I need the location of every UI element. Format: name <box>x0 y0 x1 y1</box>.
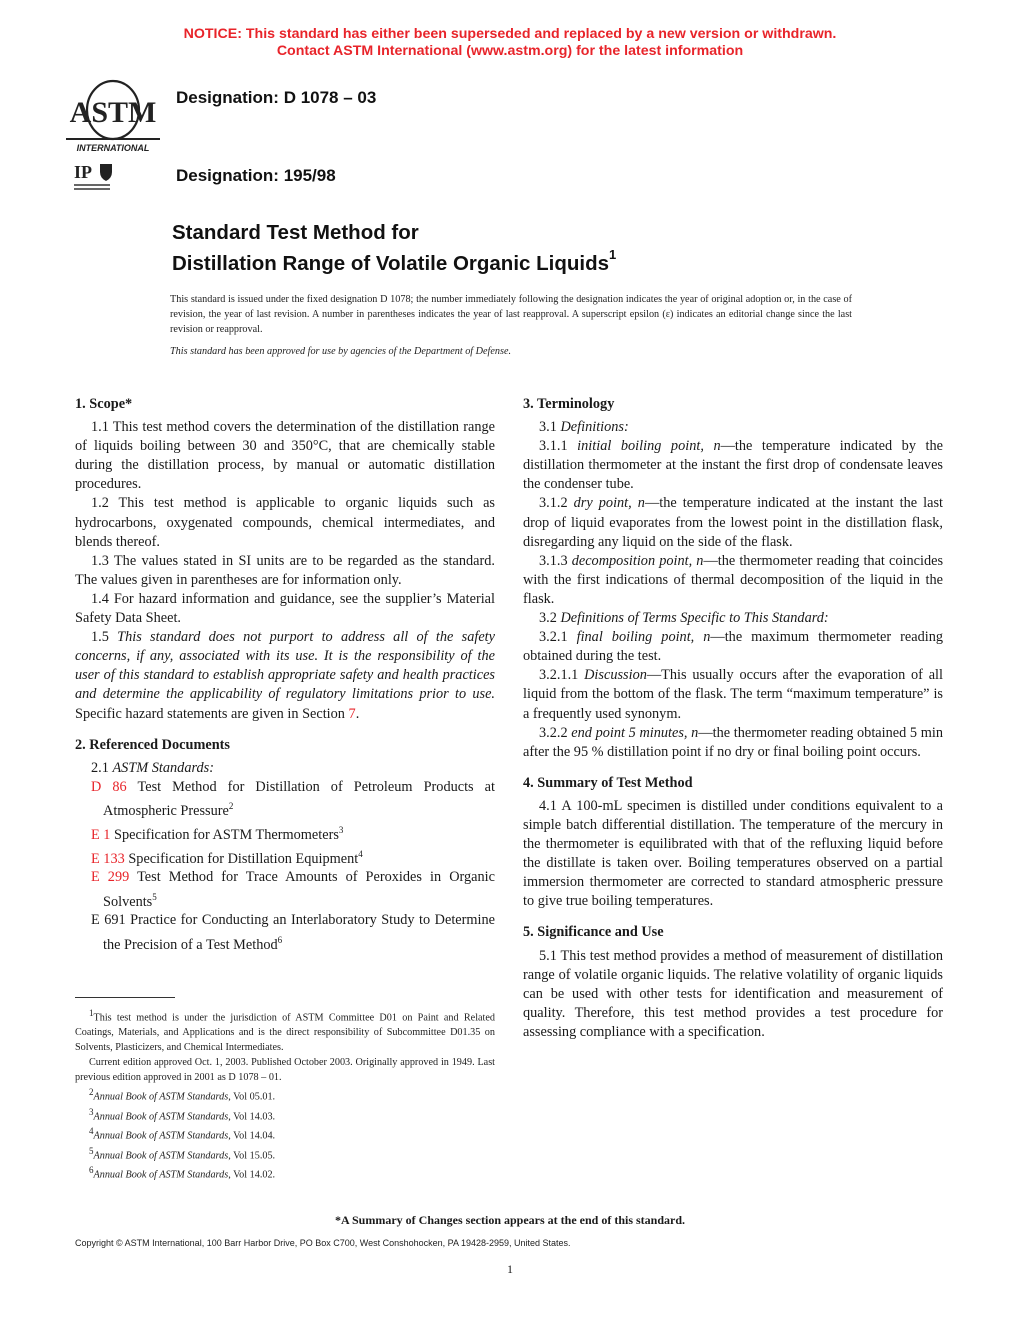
term-definition: —the thermometer reading that coincides with the first indications of thermal decomposition of the liquid in the flask. <box>523 552 944 607</box>
ip-logo-text: IP <box>74 162 92 182</box>
scope-1-5-caveat: This standard does not purport to address all of the safety concerns, if any, associated with its use. It is the responsibility of the user of this standard to establish appropriate safety and health practices and determine the applicability of regulatory limitations prior to use. <box>75 629 495 703</box>
withdrawn-notice <box>0 26 1020 60</box>
designation-astm-value: D 1078 – 03 <box>283 88 377 107</box>
title-line-2 <box>172 245 892 276</box>
term-definition: —This usually occurs after the evaporation of all liquid from the bottom of the flask. The term “maximum temperature” is a frequently used synonym. <box>523 667 943 722</box>
astm-logo <box>64 76 162 156</box>
section-terminology-heading: 3. Terminology <box>523 396 615 412</box>
scope-1-3: 1.3 The values stated in SI units are to be regarded as the standard. The values given in parentheses are for information only. <box>75 552 495 588</box>
footnote-volume: , Vol 14.02. <box>228 1169 276 1181</box>
issued-statement: This standard is issued under the fixed designation D 1078; the number immediately following the designation indicates the year of original adoption or, in the case of revision, the year of last revision. A number in parentheses indicates the year of last reapproval. A superscript epsilon (ε) indicates an editorial change since the last revision or reapproval. <box>170 294 852 335</box>
footnote-current-edition: Current edition approved Oct. 1, 2003. Published October 2003. Originally approved in 1949. Last previous edition approved in 2001 as D 1078 – 01. <box>75 1057 495 1084</box>
ref-title: Specification for Distillation Equipment <box>128 850 359 867</box>
section-scope-heading: 1. Scope* <box>75 396 133 412</box>
footnote-book: Annual Book of ASTM Standards <box>93 1111 229 1123</box>
ref-item <box>75 868 495 911</box>
term-label: Definitions of Terms Specific to This Standard: <box>560 610 829 627</box>
title-line-2-text: Distillation Range of Volatile Organic Liquids <box>172 251 609 275</box>
designation-astm <box>176 88 376 108</box>
term-3-2-2 <box>523 724 943 762</box>
footnote-mark: 2 <box>89 1087 94 1098</box>
scope-1-2: 1.2 This test method is applicable to organic liquids such as hydrocarbons, oxygenated compounds, chemical intermediates, and blends thereof. <box>75 495 495 550</box>
term-3-1 <box>523 418 943 437</box>
footnote-mark: 4 <box>89 1126 94 1137</box>
title-line-1: Standard Test Method for <box>172 221 419 244</box>
term-definition: —the thermometer reading obtained 5 min after the 95 % distillation point if no dry or final boiling point occurs. <box>523 724 943 760</box>
designation-ip-label: Designation: <box>176 166 279 185</box>
scope-1-5 <box>75 628 495 723</box>
astm-logo-text: ASTM <box>69 96 157 129</box>
ref-code-e691: E 691 <box>91 912 126 929</box>
term-num: 3.1 <box>539 419 557 436</box>
ref-footnote: 3 <box>338 824 344 835</box>
footnote-5 <box>75 1144 495 1163</box>
copyright-line: Copyright © ASTM International, 100 Barr Harbor Drive, PO Box C700, West Conshohocken, PA 19428-2959, United States. <box>75 1238 571 1248</box>
notice-line-1: NOTICE: This standard has either been superseded and replaced by a new version or withdrawn. <box>183 26 837 42</box>
ref-title: Test Method for Trace Amounts of Peroxides in Organic Solvents <box>103 869 495 910</box>
refdocs-2-1-label: ASTM Standards: <box>112 759 214 776</box>
footnote-divider <box>75 997 175 998</box>
footnote-mark: 3 <box>89 1106 94 1117</box>
term-word: initial boiling point, n <box>577 438 721 455</box>
footnote-6 <box>75 1163 495 1182</box>
term-word: Discussion <box>584 667 647 684</box>
ref-link-e1[interactable]: E 1 <box>91 826 111 843</box>
term-num: 3.2 <box>539 610 557 627</box>
footnote-volume: , Vol 14.03. <box>228 1111 276 1123</box>
ref-footnote: 4 <box>358 848 363 859</box>
footnote-volume: , Vol 14.04. <box>228 1130 276 1142</box>
ref-footnote: 5 <box>152 891 157 902</box>
page-number: 1 <box>507 1262 513 1276</box>
ref-link-d86[interactable]: D 86 <box>91 778 127 795</box>
footnote-book: Annual Book of ASTM Standards <box>93 1149 229 1161</box>
footnotes <box>75 1006 495 1182</box>
term-3-2-1-1 <box>523 666 943 723</box>
ref-item <box>75 821 495 845</box>
ref-title: Specification for ASTM Thermometers <box>114 826 339 843</box>
term-3-2 <box>523 609 943 628</box>
designation-ip-value: 195/98 <box>283 166 336 185</box>
footnote-1 <box>75 1006 495 1055</box>
document-title <box>172 220 892 276</box>
term-num: 3.2.1 <box>539 629 568 646</box>
summary-of-changes-note: *A Summary of Changes section appears at the end of this standard. <box>334 1213 686 1227</box>
footnote-mark: 5 <box>89 1145 94 1156</box>
term-num: 3.1.2 <box>539 495 568 512</box>
footnote-1-text: This test method is under the jurisdiction of ASTM Committee D01 on Paint and Related Coatings, Materials, and Applications and is the direct responsibility of Subcommittee D01.35 on Solvents, Plasticizers, and Chemical Intermediates. <box>75 1012 495 1054</box>
footnote-book: Annual Book of ASTM Standards <box>93 1091 229 1103</box>
term-num: 3.1.1 <box>539 438 568 455</box>
ref-item <box>75 911 495 954</box>
scope-1-4: 1.4 For hazard information and guidance, see the supplier’s Material Safety Data Sheet. <box>75 590 495 627</box>
footnote-2 <box>75 1085 495 1104</box>
footnote-3 <box>75 1105 495 1124</box>
designation-astm-label: Designation: <box>176 88 279 107</box>
ref-item <box>75 778 495 821</box>
scope-1-5-tail: Specific hazard statements are given in Section <box>75 705 345 722</box>
designation-ip <box>176 166 336 186</box>
scope-1-5-end: . <box>355 705 360 722</box>
ref-footnote: 2 <box>228 800 234 811</box>
section-significance-heading: 5. Significance and Use <box>523 924 664 941</box>
term-3-1-1 <box>523 437 943 494</box>
ref-title: Test Method for Distillation of Petroleum Products at Atmospheric Pressure <box>103 778 495 819</box>
scope-1-5-num: 1.5 <box>91 629 109 646</box>
term-definition: —the temperature indicated at the instant the last drop of liquid evaporates from the lowest point in the distillation flask, disregarding any liquid on the side of the flask. <box>523 495 943 550</box>
ref-footnote: 6 <box>277 934 283 945</box>
astm-logo-subtext: INTERNATIONAL <box>76 143 150 153</box>
section-summary-heading: 4. Summary of Test Method <box>523 774 693 791</box>
term-definition: —the maximum thermometer reading obtained during the test. <box>523 629 944 665</box>
term-3-1-3 <box>523 552 943 609</box>
footnote-mark: 6 <box>89 1164 94 1175</box>
significance-5-1: 5.1 This test method provides a method of measurement of distillation range of volatile organic liquids. The relative volatility of organic liquids can be used with other tests for identification and measurement of quality. Therefore, this test method provides a test procedure for assessing compliance with a specification. <box>523 947 943 1040</box>
ip-logo <box>74 160 118 194</box>
dod-approval: This standard has been approved for use by agencies of the Department of Defense. <box>170 346 512 357</box>
term-num: 3.2.2 <box>539 724 568 741</box>
scope-1-1: 1.1 This test method covers the determination of the distillation range of liquids boiling between 30 and 350°C, that are chemically stable during the distillation process, by manual or automatic distillation procedures. <box>75 419 495 493</box>
summary-4-1: 4.1 A 100-mL specimen is distilled under conditions equivalent to a simple batch differential distillation. The temperature of the mercury in the thermometer is equilibrated with that of the refluxing liquid before the distillate is taken over. Boiling temperatures observed on a partial immersion thermometer are corrected to standard atmospheric pressure to give true boiling temperatures. <box>523 797 943 910</box>
left-column <box>75 395 495 954</box>
refdocs-2-1 <box>75 759 495 778</box>
footnote-volume: , Vol 15.05. <box>228 1149 276 1161</box>
term-word: end point 5 minutes, n <box>571 724 699 741</box>
term-3-2-1 <box>523 628 943 666</box>
section-7-link[interactable]: 7 <box>348 705 356 722</box>
ref-item <box>75 845 495 869</box>
term-num: 3.1.3 <box>539 552 568 569</box>
term-word: dry point, n <box>573 495 645 512</box>
term-definition: —the temperature indicated by the distillation thermometer at the instant the first drop of condensate leaves the condenser tube. <box>523 438 943 493</box>
term-word: decomposition point, n <box>571 552 704 569</box>
footnote-volume: , Vol 05.01. <box>228 1091 276 1103</box>
right-column <box>523 395 943 1042</box>
ref-link-e133[interactable]: E 133 <box>91 850 125 867</box>
term-word: final boiling point, n <box>576 629 711 646</box>
footnote-4 <box>75 1124 495 1143</box>
ref-title: Practice for Conducting an Interlaboratory Study to Determine the Precision of a Test Method <box>103 912 495 953</box>
term-3-1-2 <box>523 494 943 551</box>
refdocs-2-1-num: 2.1 <box>91 759 109 776</box>
footnote-book: Annual Book of ASTM Standards <box>93 1169 229 1181</box>
term-label: Definitions: <box>560 419 629 436</box>
footnote-book: Annual Book of ASTM Standards <box>93 1130 229 1142</box>
footnote-1-mark: 1 <box>89 1008 94 1018</box>
notice-line-2: Contact ASTM International (www.astm.org) for the latest information <box>276 43 744 59</box>
term-num: 3.2.1.1 <box>539 667 579 684</box>
ref-link-e299[interactable]: E 299 <box>91 869 130 886</box>
section-refdocs-heading: 2. Referenced Documents <box>75 736 230 753</box>
title-footnote-ref: 1 <box>609 247 617 262</box>
